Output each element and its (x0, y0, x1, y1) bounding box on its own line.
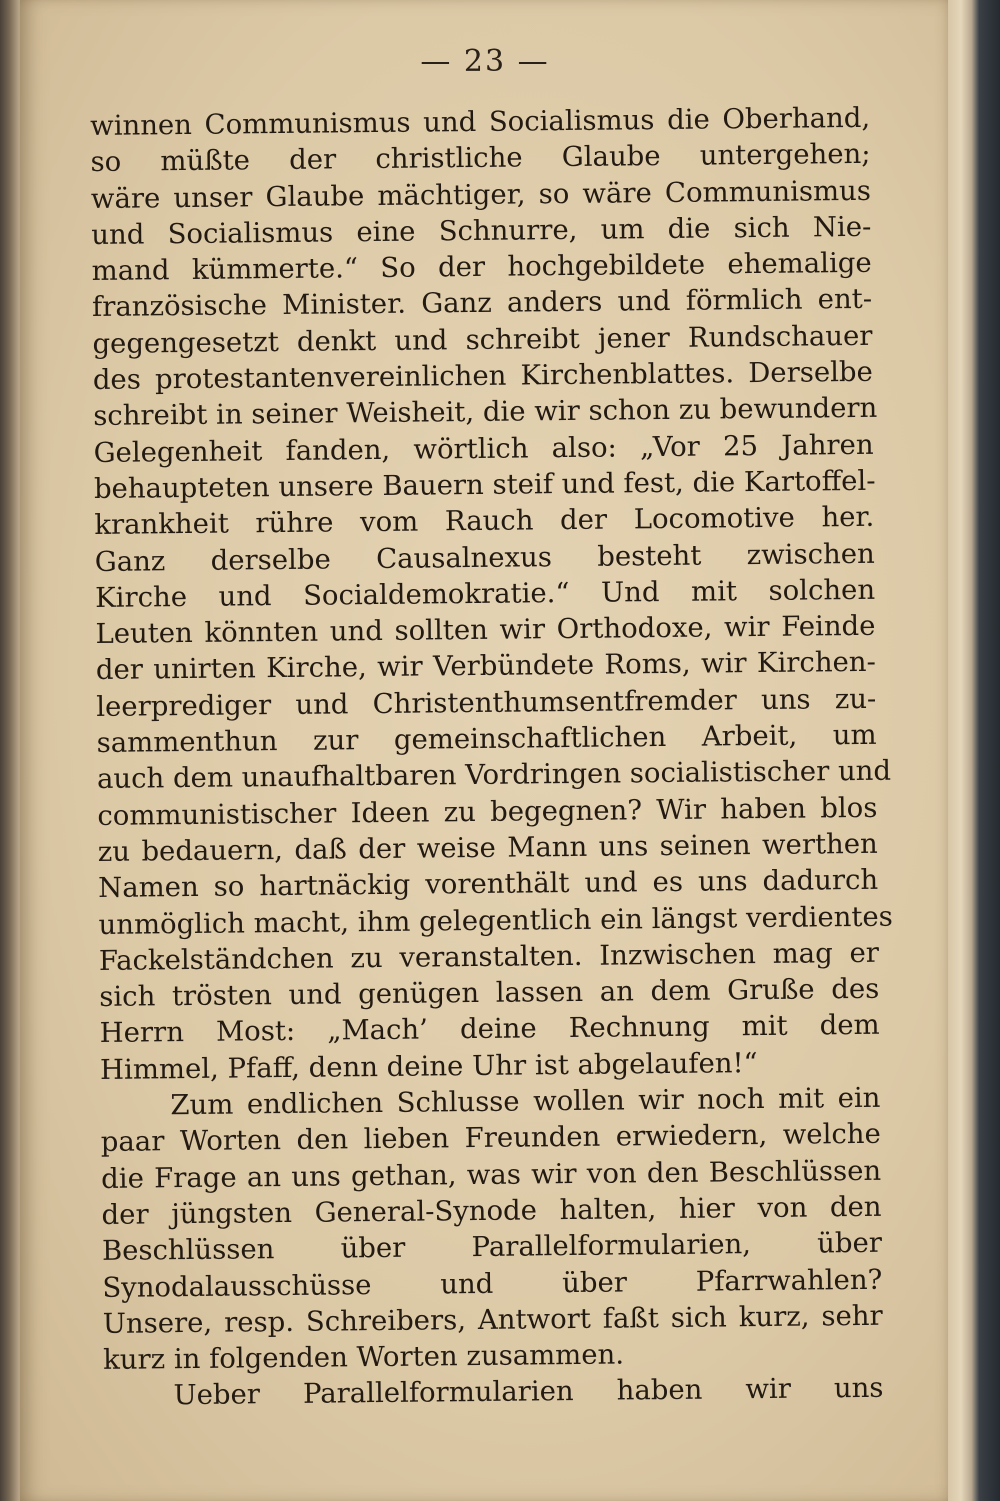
text-line: wäre unser Glaube mächtiger, so wäre Communismus (90, 174, 872, 215)
text-line: zu bedauern, daß der weise Mann uns seinen werthen (97, 827, 878, 868)
text-line: winnen Communismus und Socialismus die Oberhand, (90, 101, 871, 142)
text-line: behaupteten unsere Bauern steif und fest, die Kartoffel- (93, 464, 876, 505)
body-text (90, 100, 893, 1415)
text-line: sammenthun zur gemeinschaftlichen Arbeit, um (96, 718, 877, 760)
text-line: auch dem unaufhaltbaren Vordringen socialistischer und (96, 754, 892, 796)
book-spine-edge (948, 0, 1000, 1501)
text-line: communistischer Ideen zu begegnen? Wir haben blos (97, 791, 878, 832)
text-line: krankheit rühre vom Rauch der Locomotive her. (94, 501, 875, 542)
text-line: sich trösten und genügen lassen an dem Gruße des (99, 972, 880, 1014)
text-line: der unirten Kirche, wir Verbündete Roms, wir Kirchen- (95, 646, 877, 687)
text-line: und Socialismus eine Schnurre, um die sich Nie- (91, 210, 872, 251)
text-line: paar Worten den lieben Freunden erwiedern, welche (100, 1118, 881, 1159)
text-line: französische Minister. Ganz anders und förmlich ent- (91, 283, 873, 324)
text-line: Ueber Parallelformularien haben wir uns (173, 1372, 884, 1412)
text-line: schreibt in seiner Weisheit, die wir schon zu bewundern (93, 392, 878, 433)
text-line: Synodalausschüsse und über Pfarrwahlen? (102, 1263, 883, 1304)
text-line: Beschlüssen über Parallelformularien, über (101, 1226, 883, 1268)
text-line: Leuten könnten und sollten wir Orthodoxe, wir Feinde (95, 609, 876, 651)
text-line: mand kümmerte.“ So der hochgebildete ehemalige (91, 247, 872, 288)
text-line: Kirche und Socialdemokratie.“ Und mit solchen (94, 573, 876, 614)
text-line: des protestantenvereinlichen Kirchenblattes. Derselbe (92, 355, 873, 397)
page-number: — 23 — (420, 44, 550, 79)
text-line: unmöglich macht, ihm gelegentlich ein längst verdientes (98, 900, 893, 941)
text-line: Herrn Most: „Mach’ deine Rechnung mit dem (99, 1009, 880, 1050)
book-page (20, 0, 950, 1501)
text-line: Unsere, resp. Schreibers, Antwort faßt sich kurz, sehr (102, 1299, 883, 1340)
text-line: kurz in folgenden Worten zusammen. (102, 1338, 625, 1377)
text-line: die Frage an uns gethan, was wir von den Beschlüssen (101, 1154, 882, 1195)
text-line: Himmel, Pfaff, denn deine Uhr ist abgelaufen!“ (99, 1046, 758, 1086)
text-line: gegengesetzt denkt und schreibt jener Rundschauer (92, 319, 873, 360)
text-line: Fackelständchen zu veranstalten. Inzwischen mag er (98, 936, 880, 977)
text-line: Gelegenheit fanden, wörtlich also: „Vor 25 Jahren (93, 428, 874, 469)
text-line: Zum endlichen Schlusse wollen wir noch mit ein (170, 1081, 881, 1122)
text-line: so müßte der christliche Glaube untergehen; (90, 138, 871, 179)
text-line: der jüngsten General-Synode halten, hier von den (101, 1190, 882, 1231)
text-line: Ganz derselbe Causalnexus besteht zwischen (94, 537, 875, 578)
text-line: Namen so hartnäckig vorenthält und es uns dadurch (98, 864, 879, 905)
text-line: leerprediger und Christenthumsentfremder uns zu- (96, 682, 877, 723)
